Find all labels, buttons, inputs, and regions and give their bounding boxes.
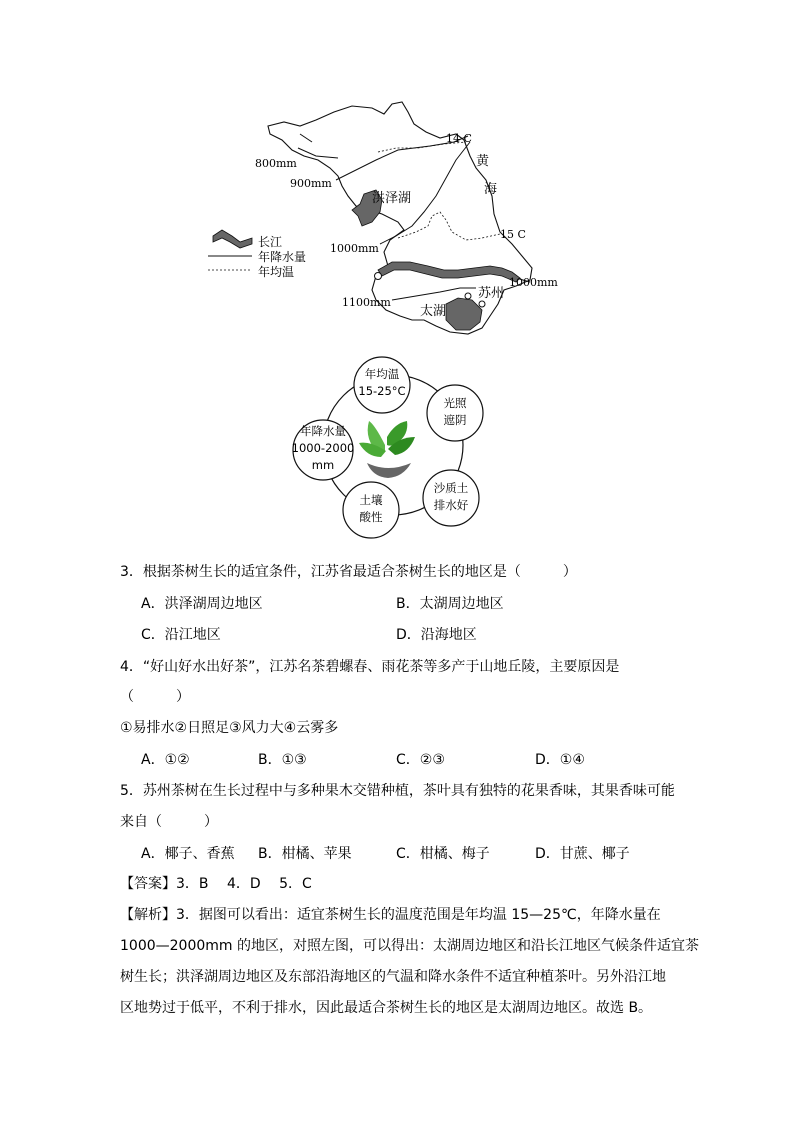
city-wuxi [479,301,485,307]
label-hai: 海 [484,182,498,197]
legend-temp-label: 年均温 [258,265,295,279]
q5-option-b[interactable]: B．柑橘、苹果 [258,846,352,862]
q4-option-a[interactable]: A．①② [141,752,190,768]
answer-line: 【答案】3．B 4．D 5．C [120,876,312,892]
label-taihu: 太湖 [420,304,447,319]
legend-river-symbol [213,230,252,248]
q5-stem-line2: 来自（ ） [120,814,218,830]
label-800mm: 800mm [255,157,297,170]
soil-label: 土壤 [359,493,383,507]
soil-text [343,492,399,526]
q5-option-d[interactable]: D．甘蔗、椰子 [535,846,630,862]
label-14c: 14 C [446,132,472,145]
light-shade: 遮阴 [443,413,467,427]
label-hongze: 洪泽湖 [372,191,412,206]
precip-label: 年降水量 [300,424,346,438]
q5-option-a[interactable]: A．椰子、香蕉 [141,846,235,862]
label-huang: 黄 [476,154,490,169]
city-suzhou [465,293,471,299]
label-1100mm: 1100mm [342,296,391,309]
city-nanjing [375,273,382,280]
sand-label: 沙质土 [433,481,469,495]
label-1000mm-a: 1000mm [330,242,379,255]
label-suzhou: 苏州 [478,286,505,301]
label-1000mm-b: 1000mm [509,276,558,289]
soil-acid: 酸性 [359,510,383,524]
analysis-line-4: 区地势过于低平，不利于排水，因此最适合茶树生长的地区是太湖周边地区。故选 B。 [120,1000,653,1016]
legend-precip-label: 年降水量 [258,250,307,264]
q4-option-d[interactable]: D．①④ [535,752,585,768]
q3-option-d[interactable]: D．沿海地区 [396,627,477,643]
precip-unit: mm [311,458,335,472]
q5-option-c[interactable]: C．柑橘、梅子 [396,846,490,862]
analysis-line-1: 【解析】3．据图可以看出：适宜茶树生长的温度范围是年均温 15—25℃，年降水量在 [120,907,661,923]
sand-text [423,480,479,514]
analysis-line-3: 树生长；洪泽湖周边地区及东部沿海地区的气温和降水条件不适宜种植茶叶。另外沿江地 [120,969,666,985]
q5-stem-line1: 5．苏州茶树在生长过程中与多种果木交错种植，茶叶具有独特的花果香味，其果香味可能 [120,783,675,799]
temp-label: 年均温 [364,367,400,381]
precip-range: 1000-2000 [291,441,355,455]
q4-stem-line1: 4．“好山好水出好茶”，江苏名茶碧螺春、雨花茶等多产于山地丘陵，主要原因是 [120,659,620,675]
light-text [427,395,483,429]
precip-text [291,423,355,474]
q3-stem: 3．根据茶树生长的适宜条件，江苏省最适合茶树生长的地区是（ ） [120,564,577,580]
temp-range: 15-25°C [358,384,406,398]
label-900mm: 900mm [290,177,332,190]
q4-choices: ①易排水②日照足③风力大④云雾多 [120,720,339,736]
analysis-line-2: 1000—2000mm 的地区，对照左图，可以得出：太湖周边地区和沿长江地区气候条件适宜茶 [120,938,699,954]
q4-stem-line2: （ ） [120,689,190,705]
label-15c: 15 C [500,228,526,241]
q3-option-c[interactable]: C．沿江地区 [141,627,221,643]
legend-river-label: 长江 [258,235,283,249]
q4-option-c[interactable]: C．②③ [396,752,445,768]
tea-conditions-diagram [285,355,510,540]
sand-drain: 排水好 [433,498,469,512]
q3-option-a[interactable]: A．洪泽湖周边地区 [141,596,263,612]
temp-text [354,366,410,400]
jiangsu-map [200,100,580,345]
q4-option-b[interactable]: B．①③ [258,752,307,768]
light-label: 光照 [443,396,467,410]
q3-option-b[interactable]: B．太湖周边地区 [396,596,504,612]
